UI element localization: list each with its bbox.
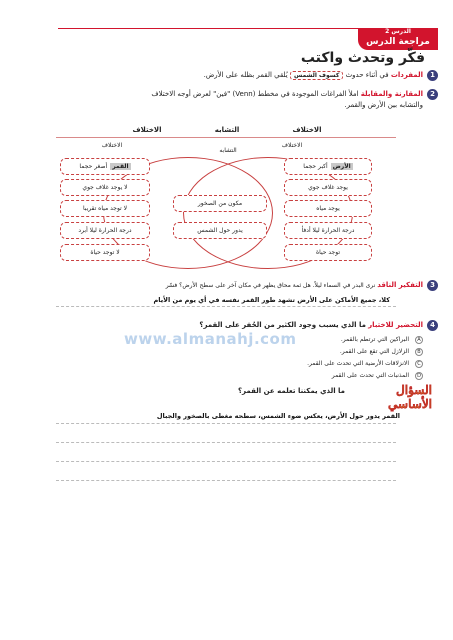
lesson-title: مراجعة الدرس xyxy=(366,37,430,47)
watermark: www.almanahj.com xyxy=(124,330,297,348)
moon-item-2: لا يوجد غلاف جوي xyxy=(60,179,150,196)
question-1 xyxy=(93,70,423,81)
answer-line-2 xyxy=(56,442,396,443)
q3-answer-line xyxy=(56,306,396,307)
option-a-text: البراكين التي ترتطم بالقمر. xyxy=(340,336,409,343)
earth-item-2: يوجد غلاف جوي xyxy=(284,179,372,196)
venn-sub-right: الاختلاف xyxy=(281,142,303,149)
question-number-4: 4 xyxy=(427,320,438,331)
moon-item-1: القمر أصغر حجما xyxy=(60,158,150,175)
page-title: فكّر وتحدث واكتب xyxy=(300,50,425,66)
option-a-radio[interactable]: A xyxy=(415,336,423,344)
q3-text: نرى البدر في السماء ليلاً. هل ثمة محاق يظهر في مكان آخر على سطح الأرض؟ فسّر xyxy=(165,282,376,289)
core-question-label: السؤال الأساسي xyxy=(388,383,432,411)
moon-item-4: درجة الحرارة ليلا أبرد xyxy=(60,222,150,239)
option-c-text: الانزلاقات الأرضية التي تحدث على القمر. xyxy=(307,360,409,367)
venn-sub-center: التشابه xyxy=(219,147,237,154)
q3-label: التفكير الناقد xyxy=(377,281,423,289)
lesson-tab xyxy=(358,28,438,50)
answer-line-3 xyxy=(56,461,396,462)
venn-top-rule xyxy=(56,137,396,138)
q1-label: المفردات xyxy=(390,71,423,79)
core-question-text: ما الذي يمكننا تعلمه عن القمر؟ xyxy=(238,387,345,395)
question-3 xyxy=(63,281,423,290)
answer-line-4 xyxy=(56,480,396,481)
earth-item-5: توجد حياة xyxy=(284,244,372,261)
earth-item-1: الأرض أكبر حجما xyxy=(284,158,372,175)
moon-tag: القمر xyxy=(112,163,129,170)
moon-item-5: لا توجد حياة xyxy=(60,244,150,261)
earth-item-3: يوجد مياه xyxy=(284,200,372,217)
earth-tag: الأرض xyxy=(332,163,351,170)
answer-line-1 xyxy=(56,423,396,424)
q1-answer: كسوف الشمس xyxy=(290,71,343,80)
venn-heading-center: التشابه xyxy=(214,126,240,134)
option-b-text: الزلازل التي تقع على القمر. xyxy=(339,348,409,355)
q1-text-after: يُلقي القمر بظله على الأرض. xyxy=(203,71,288,79)
question-number-1: 1 xyxy=(427,70,438,81)
moon-item-3: لا توجد مياه تقريبا xyxy=(60,200,150,217)
q2-text-line1: املأ الفراغات الموجودة في مخطط (Venn) "فين" لعرض أوجه الاختلاف xyxy=(151,90,359,98)
option-d-radio[interactable]: D xyxy=(415,372,423,380)
option-b-radio[interactable]: B xyxy=(415,348,423,356)
q1-text-before: في أثناء حدوث xyxy=(345,71,389,79)
lesson-number: الدرس 2 xyxy=(385,28,411,35)
question-number-2: 2 xyxy=(427,89,438,100)
venn-heading-left: الاختلاف xyxy=(132,126,162,134)
q3-answer: كلا، جميع الأماكن على الأرض تشهد طور القمر نفسه في أي يوم من الأيام xyxy=(153,296,390,304)
question-4 xyxy=(93,320,423,330)
header-rule xyxy=(58,28,358,29)
q2-text-line2: والتشابه بين الأرض والقمر. xyxy=(344,101,423,109)
option-d-text: المذنبات التي تحدث على القمر xyxy=(331,372,409,379)
earth-item-4: درجة الحرارة ليلا أدفأ xyxy=(284,222,372,239)
q4-label: التحضير للاختبار xyxy=(368,321,423,329)
shared-item-2: يدور حول الشمس xyxy=(173,222,267,239)
shared-item-1: مكون من الصخور xyxy=(173,195,267,212)
question-number-3: 3 xyxy=(427,280,438,291)
venn-sub-left: الاختلاف xyxy=(101,142,123,149)
core-question-answer: القمر يدور حول الأرض، يعكس ضوء الشمس، سطحه مغطى بالصخور والجبال xyxy=(156,412,400,420)
option-c-radio[interactable]: C xyxy=(415,360,423,368)
question-2 xyxy=(83,89,423,99)
q2-label: المقارنة والمقابلة xyxy=(360,90,423,98)
q4-text: ما الذي يسبب وجود الكثير من الحُفر على القمر؟ xyxy=(199,321,366,329)
venn-heading-right: الاختلاف xyxy=(292,126,322,134)
